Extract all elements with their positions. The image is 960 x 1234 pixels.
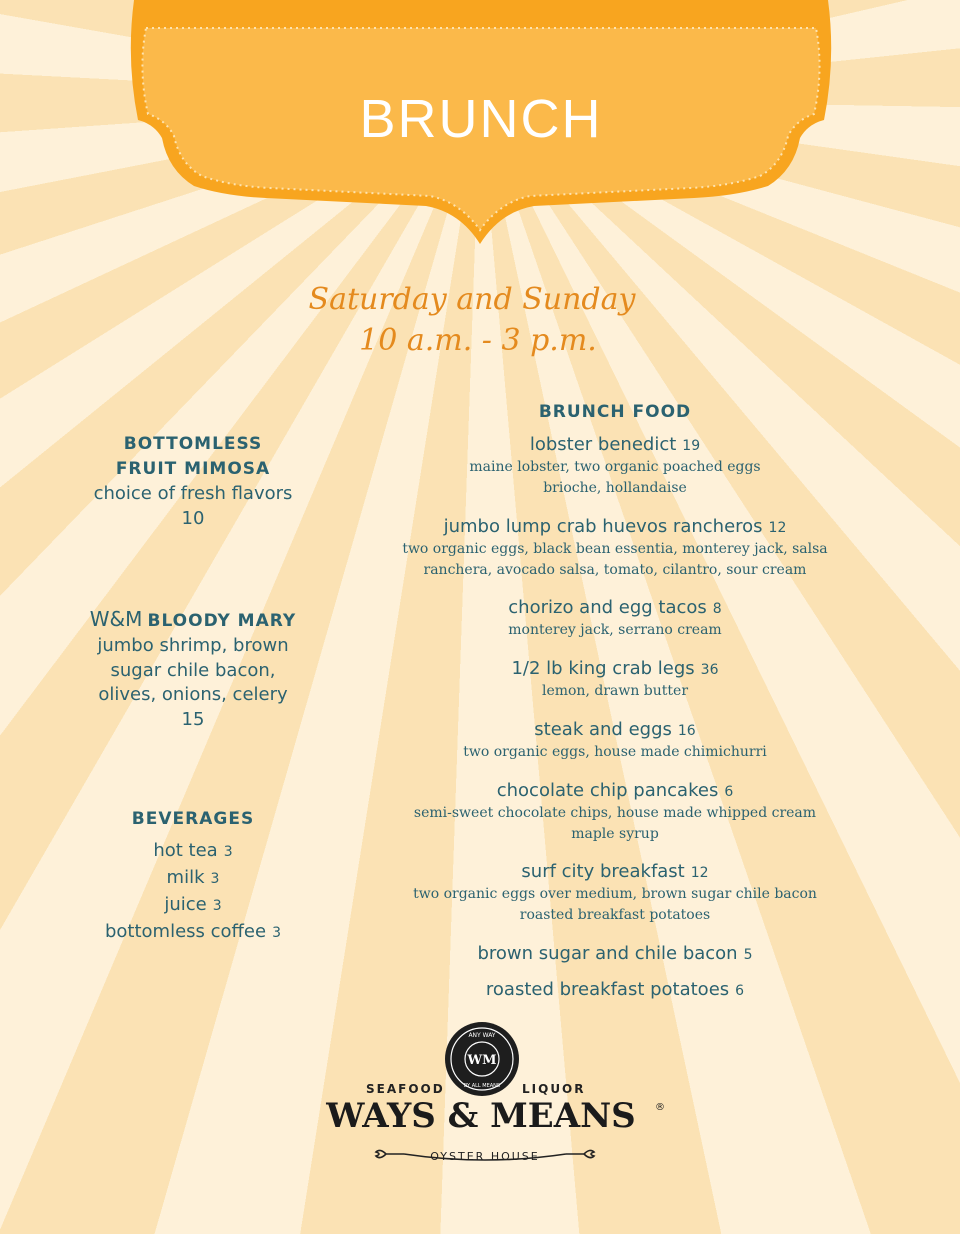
emblem-monogram: WM [467, 1053, 497, 1068]
mimosa-heading-line1: BOTTOMLESS [123, 434, 263, 454]
menu-item [360, 943, 870, 966]
menu-item-name: surf city breakfast [521, 861, 685, 882]
beverage-price: 3 [210, 871, 220, 887]
menu-item-name: brown sugar and chile bacon [477, 943, 738, 964]
bloody-mary-section [40, 606, 346, 732]
hours-days: Saturday and Sunday [308, 282, 636, 317]
bloody-mary-line: sugar chile bacon, [110, 659, 276, 681]
menu-item-price: 5 [743, 947, 753, 963]
beverage-name: juice [164, 894, 207, 915]
brunch-food-heading: BRUNCH FOOD [538, 402, 692, 422]
beverage-name: hot tea [153, 840, 218, 861]
mimosa-heading-line2: FRUIT MIMOSA [115, 459, 271, 479]
menu-item-desc: lemon, drawn butter [541, 683, 689, 699]
emblem-top-text: ANY WAY [468, 1032, 496, 1039]
logo-registered: ® [655, 1102, 665, 1113]
page-title: BRUNCH [359, 89, 603, 149]
menu-item [360, 597, 870, 641]
menu-item-price: 19 [682, 438, 701, 454]
menu-item-desc: two organic eggs, black bean essentia, monterey jack, salsa [402, 541, 828, 557]
logo-seafood: SEAFOOD [366, 1082, 445, 1096]
menu-item-price: 12 [690, 865, 709, 881]
beverage-item [40, 865, 346, 892]
beverage-item [40, 919, 346, 946]
menu-item-desc: ranchera, avocado salsa, tomato, cilantro, sour cream [423, 561, 807, 578]
mimosa-section [40, 432, 346, 531]
menu-item-name: 1/2 lb king crab legs [511, 658, 695, 679]
menu-item-desc: two organic eggs, house made chimichurri [463, 744, 767, 760]
menu-item [360, 658, 870, 702]
bloody-mary-heading: BLOODY MARY [147, 611, 297, 631]
menu-item-name: lobster benedict [529, 434, 677, 455]
menu-item-name: jumbo lump crab huevos rancheros [443, 516, 763, 537]
beverage-item [40, 838, 346, 865]
menu-item-desc: semi-sweet chocolate chips, house made whipped cream [413, 805, 817, 821]
menu-item-price: 6 [735, 983, 745, 999]
bloody-mary-price: 15 [181, 708, 205, 730]
menu-item-name: roasted breakfast potatoes [485, 979, 730, 1000]
logo-name: WAYS & MEANS [326, 1096, 636, 1136]
menu-item-desc: monterey jack, serrano cream [508, 622, 722, 638]
menu-item-price: 12 [768, 520, 787, 536]
menu-item-price: 8 [712, 601, 722, 617]
logo-tagline: OYSTER HOUSE [430, 1150, 540, 1163]
menu-item-name: steak and eggs [534, 719, 672, 740]
bloody-mary-line: olives, onions, celery [98, 684, 288, 705]
beverages-heading: BEVERAGES [131, 809, 255, 829]
menu-item-desc: two organic eggs over medium, brown sugar chile bacon [413, 886, 817, 902]
menu-item-price: 16 [677, 723, 696, 739]
menu-item-price: 6 [724, 784, 734, 800]
mimosa-price: 10 [181, 507, 205, 529]
bloody-mary-prefix: W&M [89, 607, 143, 631]
beverage-price: 3 [272, 925, 282, 941]
menu-item [360, 780, 870, 844]
beverages-section [40, 806, 346, 946]
menu-item-desc: maple syrup [571, 825, 659, 842]
beverage-name: milk [166, 867, 205, 888]
menu-item-desc: brioche, hollandaise [543, 479, 687, 496]
menu-item [330, 516, 900, 580]
menu-item-price: 36 [700, 662, 719, 678]
beverage-price: 3 [223, 844, 233, 860]
menu-item-name: chorizo and egg tacos [508, 597, 707, 618]
logo-liquor: LIQUOR [522, 1082, 586, 1096]
beverage-price: 3 [212, 898, 222, 914]
logo-emblem-icon [443, 1020, 521, 1098]
logo-bone-ribbon [300, 1142, 670, 1170]
beverage-item [40, 892, 346, 919]
menu-item-desc: roasted breakfast potatoes [519, 906, 711, 923]
hours-time: 10 a.m. - 3 p.m. [359, 323, 597, 358]
menu-item [360, 434, 870, 498]
menu-item [360, 719, 870, 763]
bloody-mary-line: jumbo shrimp, brown [97, 635, 289, 656]
beverage-name: bottomless coffee [104, 921, 267, 942]
ways-and-means-logo [300, 1020, 670, 1170]
menu-item-name: chocolate chip pancakes [496, 780, 719, 801]
menu-item [360, 861, 870, 925]
menu-item-desc: maine lobster, two organic poached eggs [469, 459, 761, 475]
menu-item [360, 979, 870, 1002]
emblem-bottom-text: BY ALL MEANS [463, 1083, 501, 1089]
mimosa-desc: choice of fresh flavors [93, 483, 293, 504]
